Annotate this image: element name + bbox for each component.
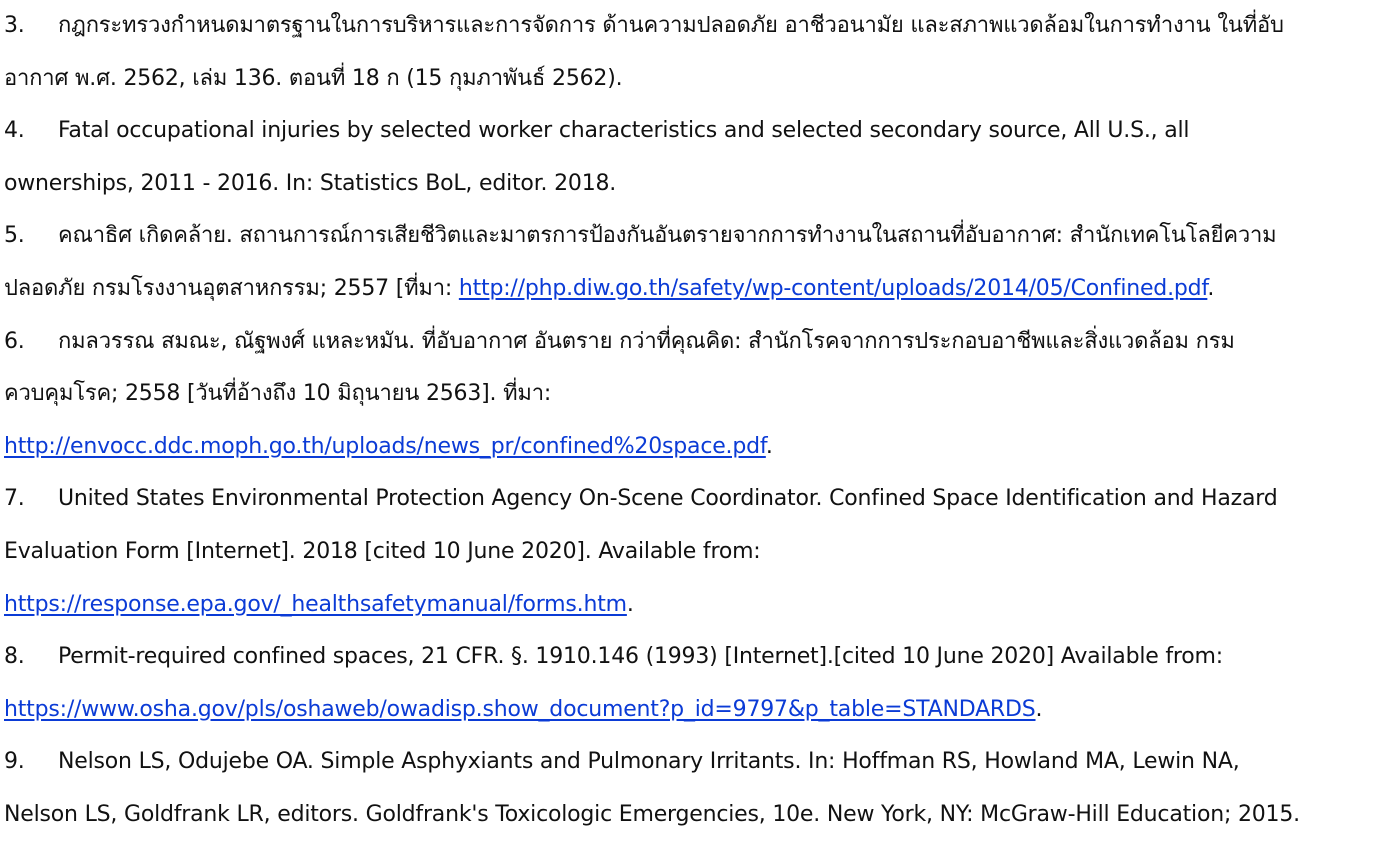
reference-text: อากาศ พ.ศ. 2562, เล่ม 136. ตอนที่ 18 ก (15 กุมภาพันธ์ 2562). [4,65,623,91]
reference-text: Fatal occupational injuries by selected worker characteristics and selected secondary source, All U.S., all [58,118,1190,144]
reference-line [4,736,1378,789]
reference-text: ownerships, 2011 - 2016. In: Statistics BoL, editor. 2018. [4,170,617,196]
reference-line [4,631,1378,684]
reference-text: คณาธิศ เกิดคล้าย. สถานการณ์การเสียชีวิตและมาตรการป้องกันอันตรายจากการทำงานในสถานที่อับอากาศ: สำนักเทคโนโลยีความ [58,223,1277,249]
reference-text: ควบคุมโรค; 2558 [วันที่อ้างถึง 10 มิถุนายน 2563]. ที่มา: [4,381,552,407]
reference-line [4,579,1378,632]
reference-text: กฎกระทรวงกำหนดมาตรฐานในการบริหารและการจัดการ ด้านความปลอดภัย อาชีวอนามัย และสภาพแวดล้อมในการทำงาน ในที่อับ [58,13,1284,38]
reference-text: กมลวรรณ สมณะ, ณัฐพงศ์ แหละหมัน. ที่อับอากาศ อันตราย กว่าที่คุณคิด: สำนักโรคจากการประกอบอาชีพและสิ่งแวดล้อม กรม [58,328,1235,354]
reference-number: 7. [4,486,25,512]
reference-line [4,210,1378,263]
reference-line [4,0,1378,53]
reference-line [4,158,1378,211]
reference-number: 9. [4,749,25,775]
reference-text: . [765,433,773,459]
reference-text: Evaluation Form [Internet]. 2018 [cited 10 June 2020]. Available from: [4,538,761,564]
reference-number: 6. [4,328,25,354]
reference-link[interactable]: http://php.diw.go.th/safety/wp-content/uploads/2014/05/Confined.pdf [458,275,1208,301]
reference-line [4,684,1378,737]
reference-text: ปลอดภัย กรมโรงงานอุตสาหกรรม; 2557 [ที่มา: [4,275,459,301]
reference-line [4,421,1378,474]
reference-line [4,473,1378,526]
reference-number: 4. [4,118,25,144]
reference-text: . [626,591,634,617]
reference-link[interactable]: http://envocc.ddc.moph.go.th/uploads/news_pr/confined%20space.pdf [4,433,766,459]
reference-text: Permit-required confined spaces, 21 CFR. §. 1910.146 (1993) [Internet].[cited 10 June 2020] Available from: [58,644,1223,670]
reference-text: . [1207,275,1215,301]
reference-line [4,263,1378,316]
reference-line [4,316,1378,369]
reference-line [4,526,1378,579]
reference-text: Nelson LS, Odujebe OA. Simple Asphyxiants and Pulmonary Irritants. In: Hoffman RS, Howland MA, Lewin NA, [58,749,1240,775]
reference-line [4,368,1378,421]
reference-list [4,0,1378,842]
reference-number: 3. [4,13,25,38]
reference-link[interactable]: https://response.epa.gov/_healthsafetymanual/forms.htm [4,591,627,617]
reference-line [4,789,1378,842]
reference-text: . [1035,696,1043,722]
reference-line [4,105,1378,158]
reference-link[interactable]: https://www.osha.gov/pls/oshaweb/owadisp.show_document?p_id=9797&p_table=STANDARDS [4,696,1036,722]
reference-number: 5. [4,223,25,249]
reference-number: 8. [4,644,25,670]
reference-text: United States Environmental Protection Agency On-Scene Coordinator. Confined Space Identification and Hazard [58,486,1278,512]
reference-text: Nelson LS, Goldfrank LR, editors. Goldfrank's Toxicologic Emergencies, 10e. New York, NY: McGraw-Hill Education; 2015. [4,801,1300,827]
reference-line [4,53,1378,106]
